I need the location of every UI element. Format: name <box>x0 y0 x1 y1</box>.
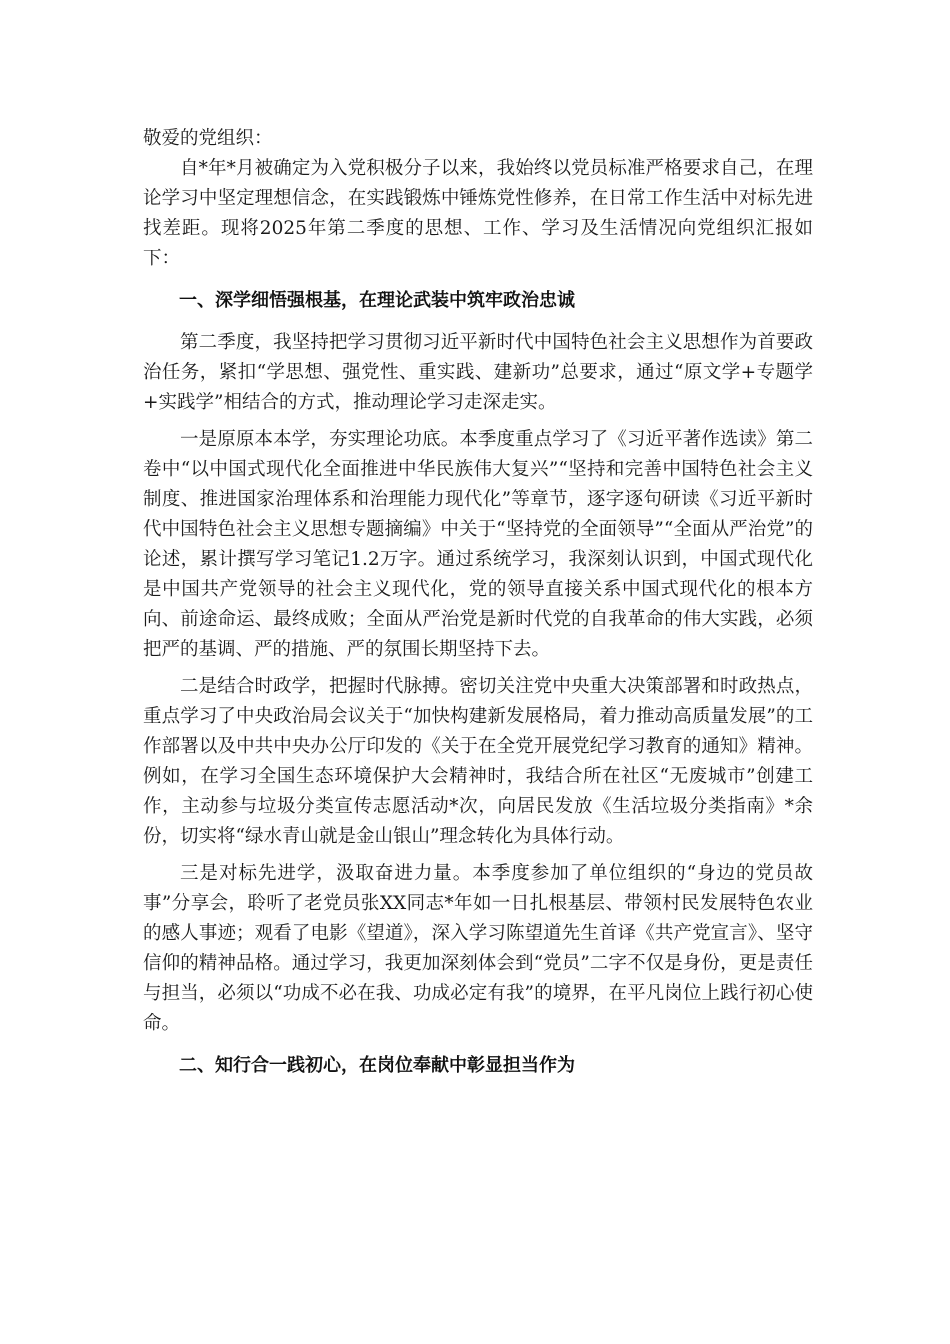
section-1-paragraph-1: 第二季度，我坚持把学习贯彻习近平新时代中国特色社会主义思想作为首要政治任务，紧扣“学思想、强党性、重实践、建新功”总要求，通过“原文学+专题学+实践学”相结合的方式，推动理论学习走深走实。 <box>143 332 813 413</box>
section-1-paragraph-4: 三是对标先进学，汲取奋进力量。本季度参加了单位组织的“身边的党员故事”分享会，聆听了老党员张XX同志*年如一日扎根基层、带领村民发展特色农业的感人事迹；观看了电影《望道》，深入学习陈望道先生首译《共产党宣言》、坚守信仰的精神品格。通过学习，我更加深刻体会到“党员”二字不仅是身份，更是责任与担当，必须以“功成不必在我、功成必定有我”的境界，在平凡岗位上践行初心使命。 <box>143 863 813 1034</box>
section-1-paragraph-2: 一是原原本本学，夯实理论功底。本季度重点学习了《习近平著作选读》第二卷中“以中国式现代化全面推进中华民族伟大复兴”“坚持和完善中国特色社会主义制度、推进国家治理体系和治理能力现代化”等章节，逐字逐句研读《习近平新时代中国特色社会主义思想专题摘编》中关于“坚持党的全面领导”“全面从严治党”的论述，累计撰写学习笔记1.2万字。通过系统学习，我深刻认识到，中国式现代化是中国共产党领导的社会主义现代化，党的领导直接关系中国式现代化的根本方向、前途命运、最终成败；全面从严治党是新时代党的自我革命的伟大实践，必须把严的基调、严的措施、严的氛围长期坚持下去。 <box>143 429 813 660</box>
document-body <box>143 124 813 1093</box>
section-2-heading: 二、知行合一践初心，在岗位奉献中彰显担当作为 <box>179 1055 575 1076</box>
section-1-heading: 一、深学细悟强根基，在理论武装中筑牢政治忠诚 <box>179 290 575 311</box>
section-1-paragraph-3: 二是结合时政学，把握时代脉搏。密切关注党中央重大决策部署和时政热点，重点学习了中央政治局会议关于“加快构建新发展格局，着力推动高质量发展”的工作部署以及中共中央办公厅印发的《关于在全党开展党纪学习教育的通知》精神。例如，在学习全国生态环境保护大会精神时，我结合所在社区“无废城市”创建工作，主动参与垃圾分类宣传志愿活动*次，向居民发放《生活垃圾分类指南》*余份，切实将“绿水青山就是金山银山”理念转化为具体行动。 <box>143 676 813 847</box>
salutation: 敬爱的党组织： <box>143 128 273 149</box>
intro-paragraph: 自*年*月被确定为入党积极分子以来，我始终以党员标准严格要求自己，在理论学习中坚定理想信念，在实践锻炼中锤炼党性修养，在日常工作生活中对标先进找差距。现将2025年第二季度的思想、工作、学习及生活情况向党组织汇报如下： <box>143 158 813 269</box>
